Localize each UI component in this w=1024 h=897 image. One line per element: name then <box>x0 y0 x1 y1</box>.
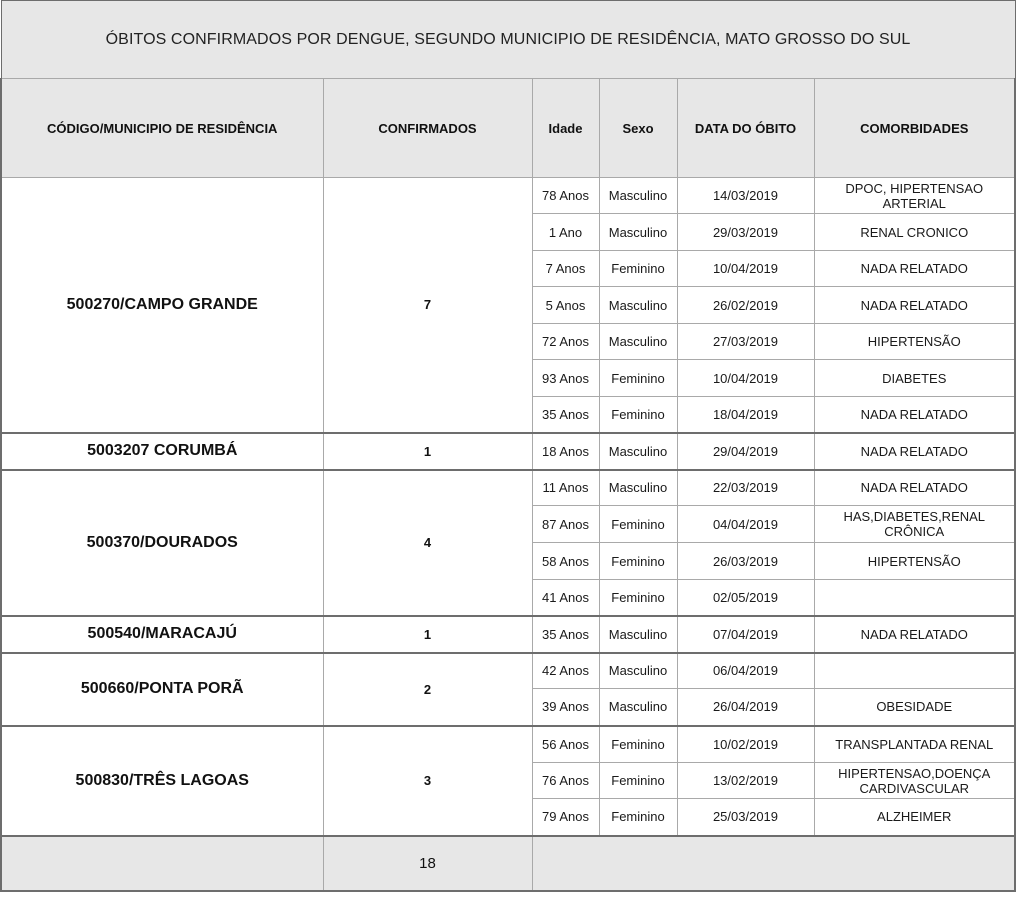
table-row <box>1 616 1015 653</box>
data-obito-cell: 18/04/2019 <box>677 397 814 433</box>
idade-cell: 18 Anos <box>532 433 599 470</box>
idade-cell: 42 Anos <box>532 653 599 689</box>
comorbidades-cell: HIPERTENSAO,DOENÇA CARDIVASCULAR <box>814 763 1015 799</box>
idade-cell: 58 Anos <box>532 543 599 580</box>
sexo-cell: Feminino <box>599 799 677 836</box>
sexo-cell: Feminino <box>599 506 677 543</box>
comorbidades-cell <box>814 580 1015 616</box>
table-row <box>1 433 1015 470</box>
comorbidades-cell: HAS,DIABETES,RENAL CRÔNICA <box>814 506 1015 543</box>
comorbidades-cell: NADA RELATADO <box>814 251 1015 287</box>
idade-cell: 72 Anos <box>532 324 599 360</box>
sexo-cell: Masculino <box>599 178 677 214</box>
sexo-cell: Masculino <box>599 433 677 470</box>
data-obito-cell: 26/02/2019 <box>677 287 814 324</box>
sexo-cell: Feminino <box>599 580 677 616</box>
total-row <box>1 836 1015 891</box>
comorbidades-cell: NADA RELATADO <box>814 433 1015 470</box>
header-sexo: Sexo <box>599 79 677 178</box>
sexo-cell: Feminino <box>599 397 677 433</box>
idade-cell: 39 Anos <box>532 689 599 726</box>
data-obito-cell: 27/03/2019 <box>677 324 814 360</box>
idade-cell: 7 Anos <box>532 251 599 287</box>
data-obito-cell: 10/04/2019 <box>677 360 814 397</box>
municipio-cell: 500660/PONTA PORÃ <box>1 653 323 726</box>
total-empty-cell <box>532 836 1015 891</box>
data-obito-cell: 04/04/2019 <box>677 506 814 543</box>
comorbidades-cell: NADA RELATADO <box>814 397 1015 433</box>
sexo-cell: Feminino <box>599 763 677 799</box>
municipio-cell: 500540/MARACAJÚ <box>1 616 323 653</box>
sexo-cell: Masculino <box>599 653 677 689</box>
confirmados-cell: 1 <box>323 433 532 470</box>
data-obito-cell: 29/04/2019 <box>677 433 814 470</box>
idade-cell: 5 Anos <box>532 287 599 324</box>
sexo-cell: Masculino <box>599 324 677 360</box>
comorbidades-cell: NADA RELATADO <box>814 616 1015 653</box>
idade-cell: 41 Anos <box>532 580 599 616</box>
comorbidades-cell: DPOC, HIPERTENSAO ARTERIAL <box>814 178 1015 214</box>
confirmados-cell: 3 <box>323 726 532 836</box>
data-obito-cell: 22/03/2019 <box>677 470 814 506</box>
idade-cell: 87 Anos <box>532 506 599 543</box>
idade-cell: 1 Ano <box>532 214 599 251</box>
data-obito-cell: 14/03/2019 <box>677 178 814 214</box>
sexo-cell: Masculino <box>599 214 677 251</box>
confirmados-cell: 7 <box>323 178 532 433</box>
municipio-cell: 500270/CAMPO GRANDE <box>1 178 323 433</box>
comorbidades-cell: HIPERTENSÃO <box>814 543 1015 580</box>
table-row <box>1 653 1015 689</box>
sexo-cell: Feminino <box>599 543 677 580</box>
header-municipio: CÓDIGO/MUNICIPIO DE RESIDÊNCIA <box>1 79 323 178</box>
comorbidades-cell: HIPERTENSÃO <box>814 324 1015 360</box>
data-obito-cell: 29/03/2019 <box>677 214 814 251</box>
sexo-cell: Masculino <box>599 616 677 653</box>
idade-cell: 78 Anos <box>532 178 599 214</box>
sexo-cell: Feminino <box>599 251 677 287</box>
idade-cell: 11 Anos <box>532 470 599 506</box>
data-obito-cell: 06/04/2019 <box>677 653 814 689</box>
data-obito-cell: 13/02/2019 <box>677 763 814 799</box>
sexo-cell: Feminino <box>599 360 677 397</box>
header-confirmados: CONFIRMADOS <box>323 79 532 178</box>
table-row <box>1 726 1015 763</box>
comorbidades-cell: RENAL CRONICO <box>814 214 1015 251</box>
data-obito-cell: 07/04/2019 <box>677 616 814 653</box>
sexo-cell: Masculino <box>599 689 677 726</box>
comorbidades-cell: NADA RELATADO <box>814 470 1015 506</box>
comorbidades-cell <box>814 653 1015 689</box>
header-comorbidades: COMORBIDADES <box>814 79 1015 178</box>
municipio-cell: 5003207 CORUMBÁ <box>1 433 323 470</box>
sexo-cell: Masculino <box>599 287 677 324</box>
table-row <box>1 178 1015 214</box>
total-value: 18 <box>323 836 532 891</box>
confirmados-cell: 4 <box>323 470 532 616</box>
total-label-cell <box>1 836 323 891</box>
data-obito-cell: 26/04/2019 <box>677 689 814 726</box>
data-obito-cell: 10/04/2019 <box>677 251 814 287</box>
idade-cell: 56 Anos <box>532 726 599 763</box>
idade-cell: 79 Anos <box>532 799 599 836</box>
data-obito-cell: 26/03/2019 <box>677 543 814 580</box>
comorbidades-cell: NADA RELATADO <box>814 287 1015 324</box>
comorbidades-cell: DIABETES <box>814 360 1015 397</box>
data-obito-cell: 02/05/2019 <box>677 580 814 616</box>
idade-cell: 76 Anos <box>532 763 599 799</box>
table-row <box>1 470 1015 506</box>
sexo-cell: Feminino <box>599 726 677 763</box>
idade-cell: 35 Anos <box>532 616 599 653</box>
confirmados-cell: 1 <box>323 616 532 653</box>
sexo-cell: Masculino <box>599 470 677 506</box>
municipio-cell: 500830/TRÊS LAGOAS <box>1 726 323 836</box>
comorbidades-cell: TRANSPLANTADA RENAL <box>814 726 1015 763</box>
header-idade: Idade <box>532 79 599 178</box>
municipio-cell: 500370/DOURADOS <box>1 470 323 616</box>
header-data-obito: DATA DO ÓBITO <box>677 79 814 178</box>
confirmados-cell: 2 <box>323 653 532 726</box>
idade-cell: 93 Anos <box>532 360 599 397</box>
table-title: ÓBITOS CONFIRMADOS POR DENGUE, SEGUNDO MUNICIPIO DE RESIDÊNCIA, MATO GROSSO DO SUL <box>1 1 1015 79</box>
comorbidades-cell: OBESIDADE <box>814 689 1015 726</box>
comorbidades-cell: ALZHEIMER <box>814 799 1015 836</box>
data-obito-cell: 25/03/2019 <box>677 799 814 836</box>
data-obito-cell: 10/02/2019 <box>677 726 814 763</box>
idade-cell: 35 Anos <box>532 397 599 433</box>
